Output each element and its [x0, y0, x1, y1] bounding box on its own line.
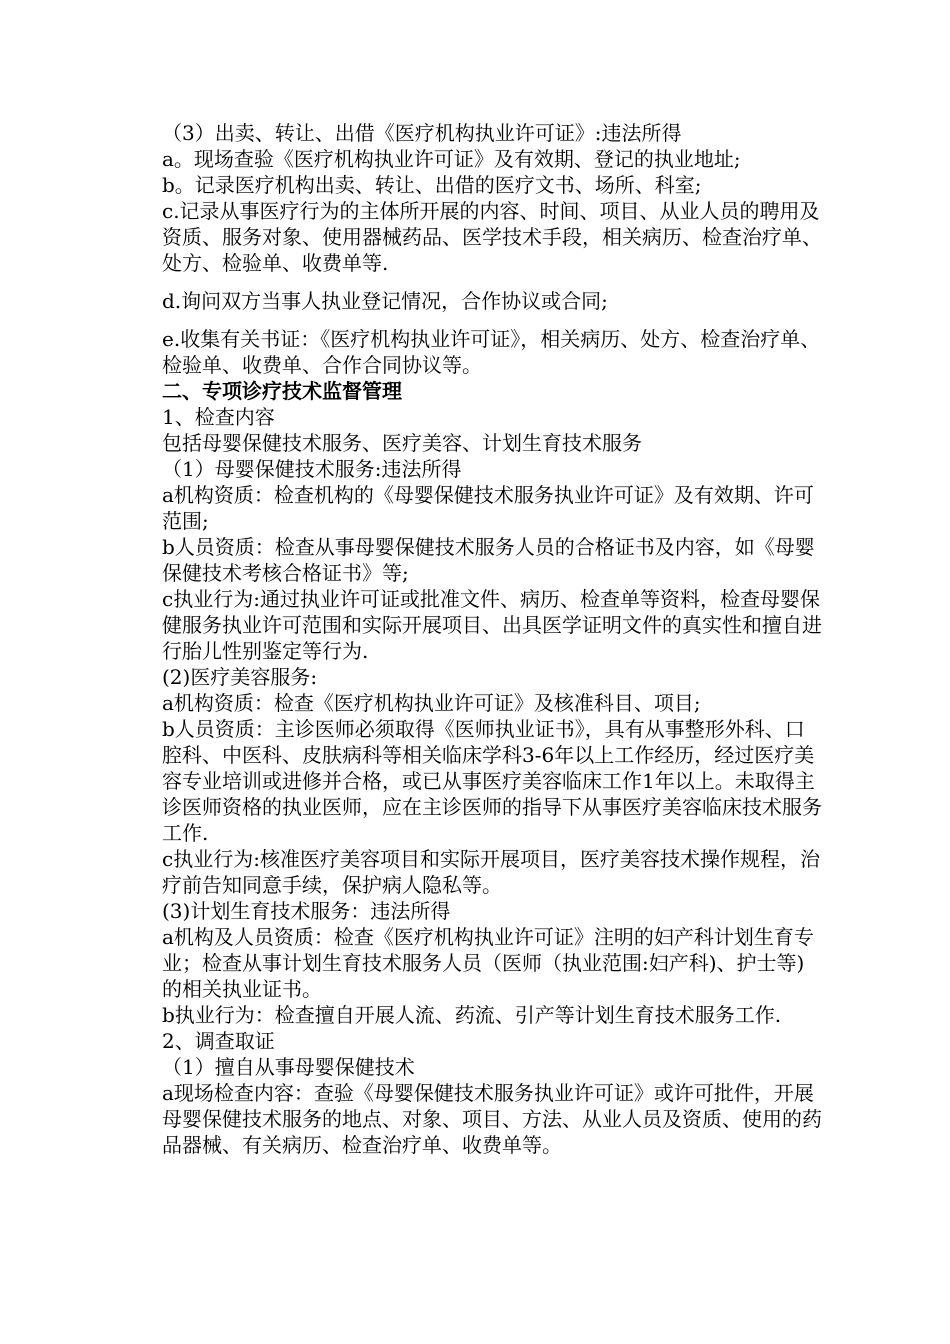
paragraph-b-record-documents: b。记录医疗机构出卖、转让、出借的医疗文书、场所、科室; [162, 173, 702, 197]
paragraph-1a-institution-qualification: a机构资质：检查机构的《母婴保健技术服务执业许可证》及有效期、许可范围; [162, 483, 814, 533]
paragraph-1b-personnel-qualification: b人员资质：检查从事母婴保健技术服务人员的合格证书及内容，如《母婴保健技术考核合格证书》等; [162, 535, 815, 585]
item-3-family-planning: (3)计划生育技术服务：违法所得 [162, 899, 451, 923]
paragraph-scope: 包括母婴保健技术服务、医疗美容、计划生育技术服务 [162, 431, 642, 455]
subheading-inspection-content: 1、检查内容 [162, 405, 275, 429]
paragraph-2c-practice-behavior: c执业行为:核准医疗美容项目和实际开展项目，医疗美容技术操作规程，治疗前告知同意手续，保护病人隐私等。 [162, 847, 820, 897]
paragraph-3b-practice-behavior: b执业行为：检查擅自开展人流、药流、引产等计划生育技术服务工作. [162, 1003, 782, 1027]
paragraph-c-record-activities: c.记录从事医疗行为的主体所开展的内容、时间、项目、从业人员的聘用及资质、服务对象、使用器械药品、医学技术手段，相关病历、检查治疗单、处方、检验单、收费单等. [162, 199, 822, 275]
subheading-investigation-evidence: 2、调查取证 [162, 1029, 275, 1053]
paragraph-2b-personnel-qualification: b人员资质：主诊医师必须取得《医师执业证书》，具有从事整形外科、口腔科、中医科、皮肤病科等相关临床学科3-6年以上工作经历，经过医疗美容专业培训或进修并合格，或已从事医疗美容临床工作1年以上。未取得主诊医师资格的执业医师，应在主诊医师的指导下从事医疗美容临床技术服务工作. [162, 717, 822, 845]
paragraph-a-onsite-verification: a。现场查验《医疗机构执业许可证》及有效期、登记的执业地址; [162, 147, 741, 171]
item-1-unauthorized-maternal-infant: （1）擅自从事母婴保健技术 [162, 1055, 415, 1079]
paragraph-2a-institution-qualification: a机构资质：检查《医疗机构执业许可证》及核准科目、项目; [162, 691, 701, 715]
paragraph-3a-institution-personnel: a机构及人员资质：检查《医疗机构执业许可证》注明的妇产科计划生育专业；检查从事计划生育技术服务人员（医师（执业范围:妇产科)、护士等)的相关执业证书。 [162, 925, 814, 1001]
document-body [162, 120, 822, 1158]
paragraph-d-inquire-parties: d.询问双方当事人执业登记情况，合作协议或合同; [162, 289, 608, 313]
item-2-medical-cosmetology: (2)医疗美容服务: [162, 665, 318, 689]
paragraph-1c-practice-behavior: c执业行为:通过执业许可证或批准文件、病历、检查单等资料，检查母婴保健服务执业许可范围和实际开展项目、出具医学证明文件的真实性和擅自进行胎儿性别鉴定等行为. [162, 587, 822, 663]
paragraph-a-onsite-inspection-content: a现场检查内容：查验《母婴保健技术服务执业许可证》或许可批件，开展母婴保健技术服务的地点、对象、项目、方法、从业人员及资质、使用的药品器械、有关病历、检查治疗单、收费单等。 [162, 1081, 822, 1157]
section-heading-special-treatment: 二、专项诊疗技术监督管理 [162, 379, 402, 403]
item-1-maternal-infant-health: （1）母婴保健技术服务:违法所得 [162, 457, 462, 481]
paragraph-3-sale-transfer-lending: （3）出卖、转让、出借《医疗机构执业许可证》:违法所得 [162, 121, 682, 145]
paragraph-e-collect-evidence: e.收集有关书证：《医疗机构执业许可证》，相关病历、处方、检查治疗单、检验单、收费单、合作合同协议等。 [162, 327, 821, 377]
